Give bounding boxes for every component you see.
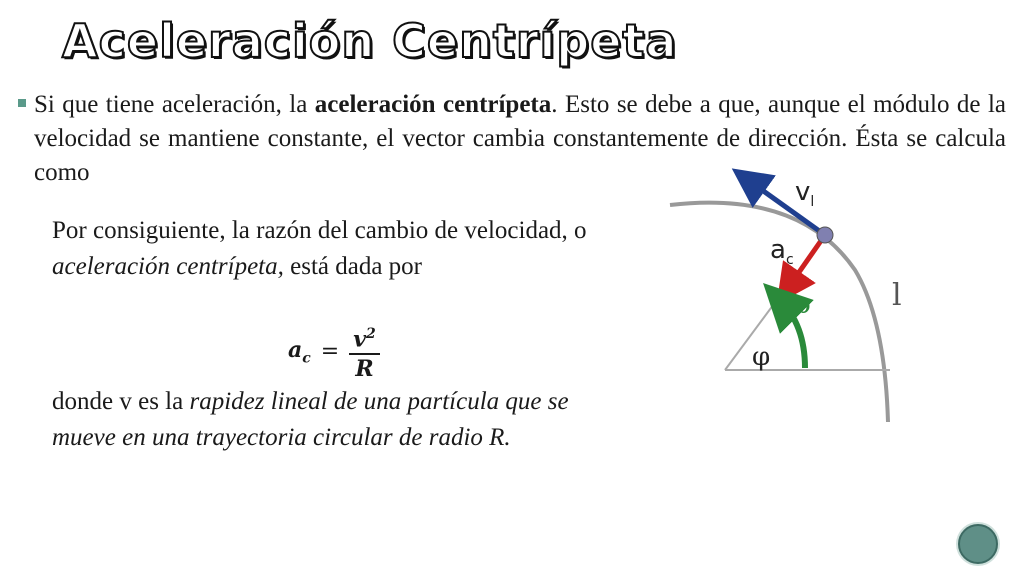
formula-denominator: R xyxy=(355,356,374,383)
velocity-label: $v_l$ xyxy=(795,177,815,210)
slide-title: Aceleración Centrípeta xyxy=(62,14,678,68)
bullet-text: Si que tiene aceleración, la aceleración centrípeta. Esto se debe a que, aunque el módulo de la velocidad se mantiene constante, el vector cambia constantemente de dirección. Ésta se calcula como xyxy=(34,91,1006,186)
centripetal-formula xyxy=(288,320,380,383)
bold-term: aceleración centrípeta xyxy=(314,91,552,118)
omega-label: ω xyxy=(788,287,811,320)
particle-dot xyxy=(817,227,833,243)
formula-fraction xyxy=(349,320,380,383)
phi-label: φ xyxy=(752,342,771,372)
radius-label: l xyxy=(892,278,902,313)
explanation-paragraph: Por consiguiente, la razón del cambio de velocidad, o aceleración centrípeta, está dada por xyxy=(52,217,587,280)
circular-motion-diagram xyxy=(640,160,900,430)
formula-numerator: $v^2$ xyxy=(349,320,380,355)
italic-definition: rapidez lineal de una partícula que se mueve en una trayectoria circular de radio R. xyxy=(52,388,569,451)
definition-paragraph: donde v es la rapidez lineal de una partícula que se mueve en una trayectoria circular de radio R. xyxy=(52,388,569,451)
bullet-square-icon xyxy=(18,99,26,107)
acceleration-label: $a_c$ xyxy=(770,235,794,268)
page-number-badge xyxy=(958,524,998,564)
italic-term: aceleración centrípeta, xyxy=(52,253,284,280)
formula-equals: = xyxy=(320,339,340,365)
formula-lhs: $a_c$ xyxy=(288,336,311,367)
